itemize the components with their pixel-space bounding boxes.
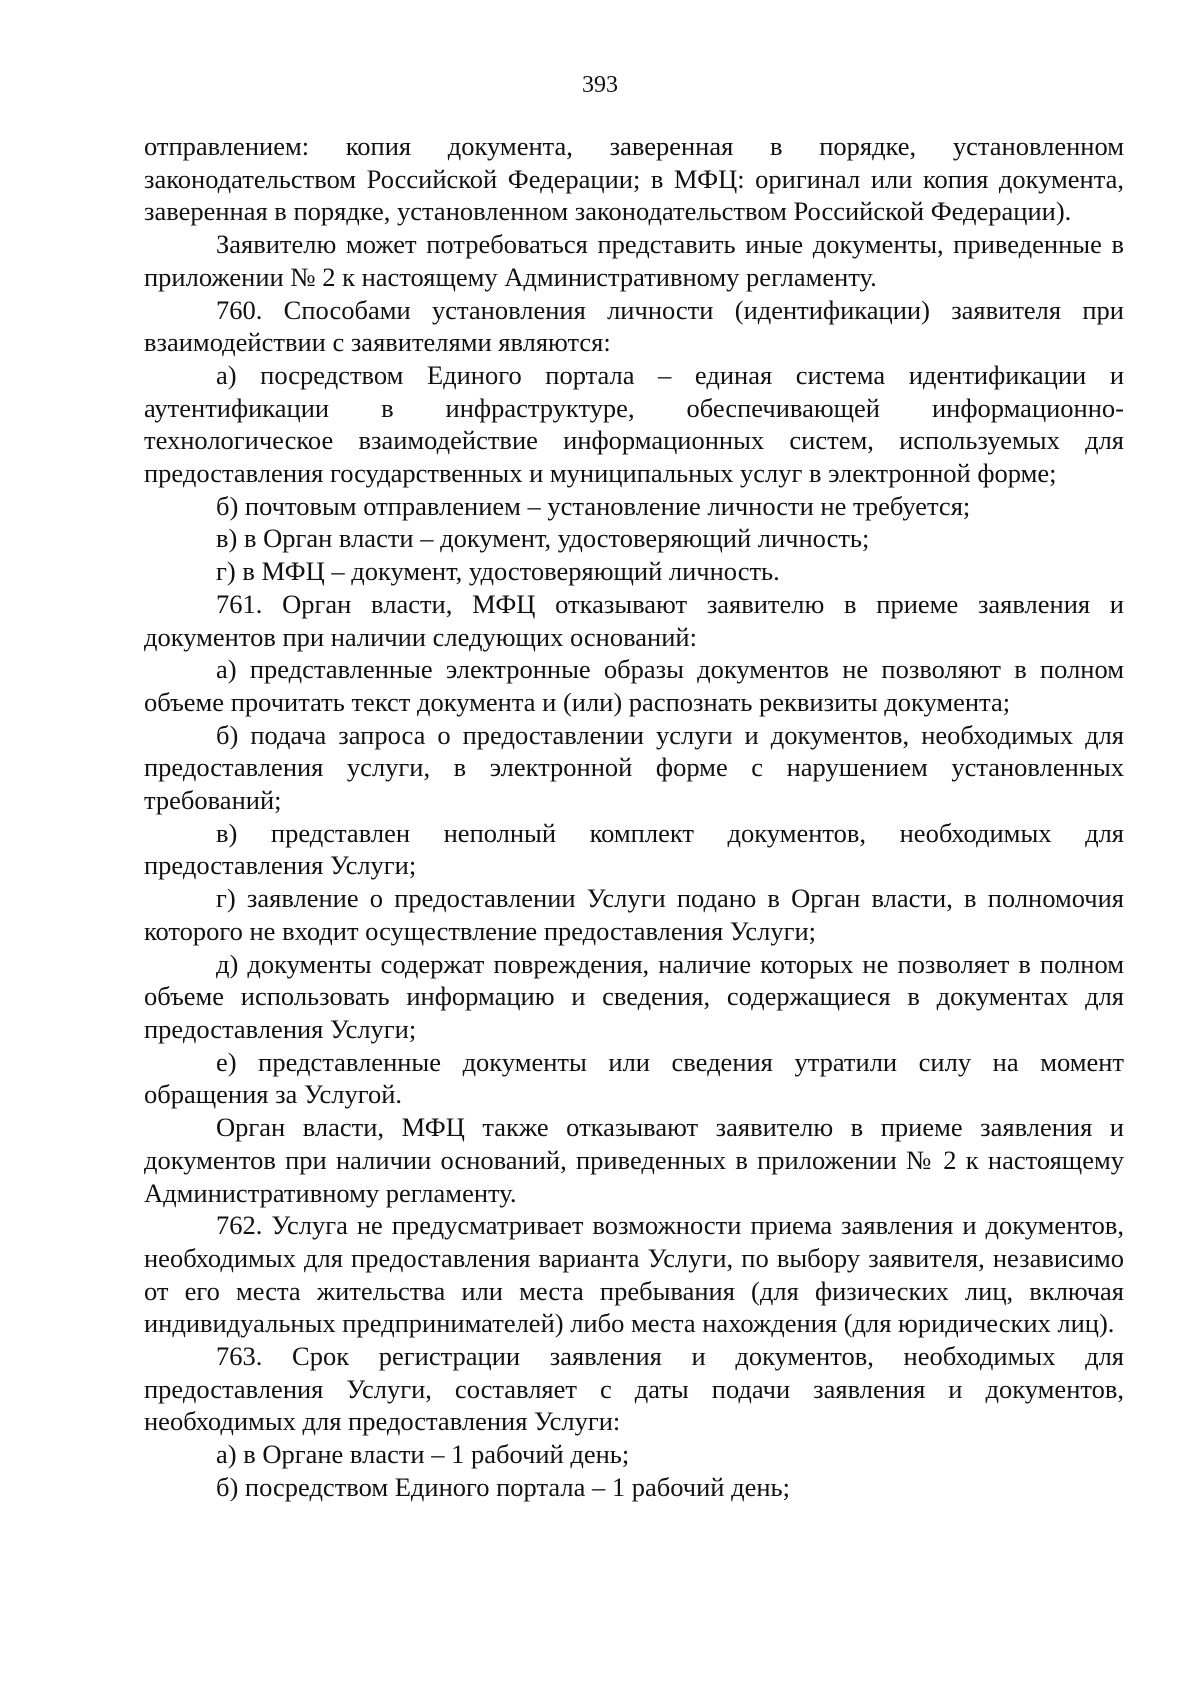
paragraph-763: 763. Срок регистрации заявления и документов, необходимых для предоставления Услуги, составляет с даты подачи заявления и документов, необходимых для предоставления Услуги: xyxy=(144,1341,1124,1437)
list-item-761-a: а) представленные электронные образы документов не позволяют в полном объеме прочитать текст документа и (или) распознать реквизиты документа; xyxy=(144,654,1124,717)
page-number: 393 xyxy=(582,72,618,98)
list-item-761-e: е) представленные документы или сведения утратили силу на момент обращения за Услугой. xyxy=(144,1046,1124,1110)
list-item-761-g: г) заявление о предоставлении Услуги подано в Орган власти, в полномочия которого не входит осуществление предоставления Услуги; xyxy=(144,883,1124,946)
list-item-760-b: б) почтовым отправлением – установление личности не требуется; xyxy=(216,490,971,521)
paragraph-762: 762. Услуга не предусматривает возможности приема заявления и документов, необходимых для предоставления варианта Услуги, по выбору заявителя, независимо от его места жительства или места пребывания (для физических лиц, включая индивидуальных предпринимателей) либо места нахождения (для юридических лиц). xyxy=(144,1210,1124,1339)
document-body xyxy=(144,130,1124,1504)
list-item-760-a: а) посредством Единого портала – единая система идентификации и аутентификации в инфраструктуре, обеспечивающей информационно-технологическое взаимодействие информационных систем, используемых для предоставления государственных и муниципальных услуг в электронной форме; xyxy=(144,359,1124,489)
paragraph-refusal-appendix: Орган власти, МФЦ также отказывают заявителю в приеме заявления и документов при наличии оснований, приведенных в приложении № 2 к настоящему Административному регламенту. xyxy=(144,1112,1124,1208)
list-item-763-b: б) посредством Единого портала – 1 рабочий день; xyxy=(216,1471,790,1502)
paragraph-761: 761. Орган власти, МФЦ отказывают заявителю в приеме заявления и документов при наличии следующих оснований: xyxy=(144,588,1124,652)
list-item-761-b: б) подача запроса о предоставлении услуги и документов, необходимых для предоставления услуги, в электронной форме с нарушением установленных требований; xyxy=(144,719,1124,816)
paragraph-additional-documents: Заявителю может потребоваться представить иные документы, приведенные в приложении № 2 к настоящему Административному регламенту. xyxy=(144,229,1124,292)
list-item-760-g: г) в МФЦ – документ, удостоверяющий личность. xyxy=(216,556,780,587)
list-item-760-v: в) в Орган власти – документ, удостоверяющий личность; xyxy=(216,523,870,554)
list-item-763-a: а) в Органе власти – 1 рабочий день; xyxy=(216,1439,630,1470)
paragraph-continuation: отправлением: копия документа, заверенная в порядке, установленном законодательством Российской Федерации; в МФЦ: оригинал или копия документа, заверенная в порядке, установленном законодательством Российской Федерации). xyxy=(144,131,1124,227)
list-item-761-v: в) представлен неполный комплект документов, необходимых для предоставления Услуги; xyxy=(144,817,1124,881)
list-item-761-d: д) документы содержат повреждения, наличие которых не позволяет в полном объеме использовать информацию и сведения, содержащиеся в документах для предоставления Услуги; xyxy=(144,948,1124,1044)
paragraph-760: 760. Способами установления личности (идентификации) заявителя при взаимодействии с заявителями являются: xyxy=(144,294,1124,358)
